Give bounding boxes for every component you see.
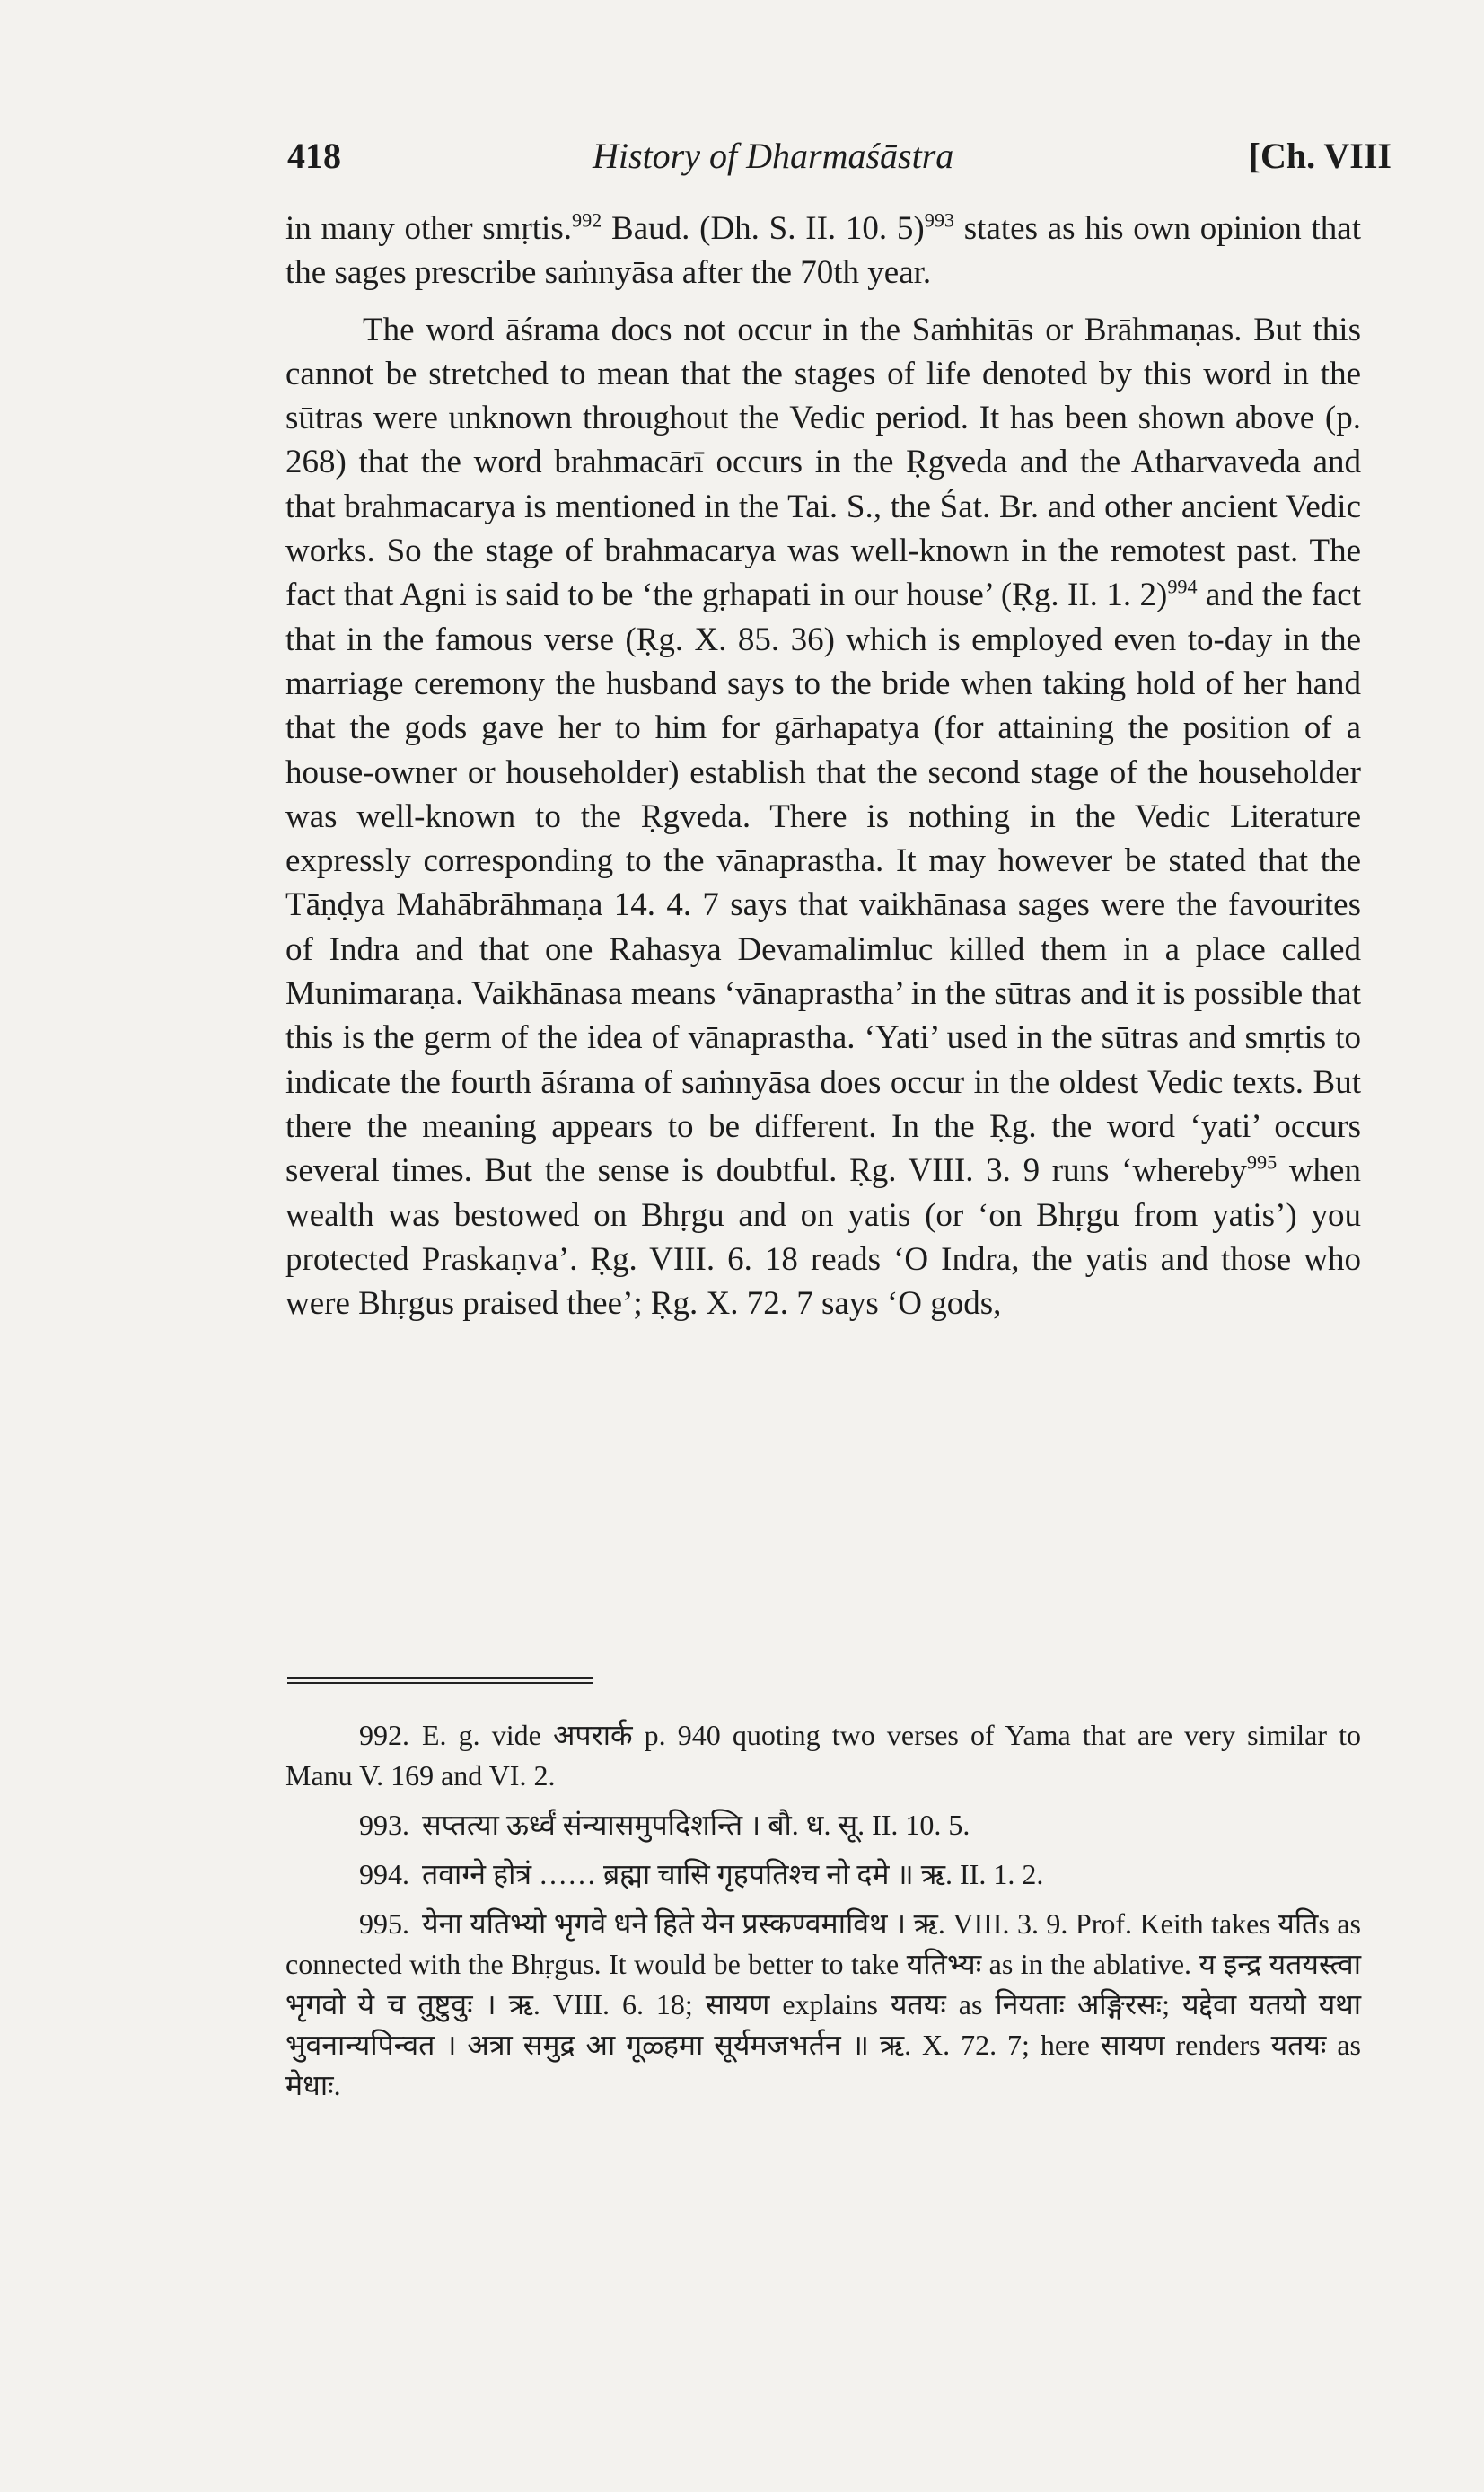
main-text xyxy=(285,207,1361,1325)
text-run: The word āśrama docs not occur in the Saṁhitās or Brāhmaṇas. But this cannot be stretched to mean that the stages of life denoted by this word in the sūtras were unknown throughout the Vedic period. It has been shown above (p. 268) that the word brahmacārī occurs in the Ṛgveda and the Atharvaveda and that brahmacarya is mentioned in the Tai. S., the Śat. Br. and other ancient Vedic works. So the stage of brahmacarya was well-known in the remotest past. The fact that Agni is said to be ‘the gṛhapati in our house’ (Ṛg. II. 1. 2) xyxy=(285,311,1361,614)
footnote-ref: 992 xyxy=(571,208,602,232)
footnote-text: E. g. vide अपरार्क p. 940 quoting two verses of Yama that are very similar to Manu V. 169 and VI. 2. xyxy=(285,1719,1361,1792)
text-run: Baud. (Dh. S. II. 10. 5) xyxy=(602,210,925,247)
footnote-text: येना यतिभ्यो भृगवे धने हिते येन प्रस्कण्वमाविथ । ऋ. VIII. 3. 9. Prof. Keith takes यतिs as connected with the Bhṛgus. It would be better to take यतिभ्यः as in the ablative. य इन्द्र यतयस्त्वा भृगवो ये च तुष्टुवुः । ऋ. VIII. 6. 18; सायण explains यतयः as नियताः अङ्गिरसः; यद्देवा यतयो यथा भुवनान्यपिन्वत । अत्रा समुद्र आ गूळ्हमा सूर्यमजभर्तन ॥ ऋ. X. 72. 7; here सायण renders यतयः as मेधाः. xyxy=(285,1907,1361,2101)
footnote xyxy=(285,1715,1361,1796)
text-run: states as his own opinion that the sages prescribe saṁnyāsa after the 70th year. xyxy=(285,210,1362,292)
footnotes xyxy=(285,1715,1361,2115)
footnote xyxy=(285,1854,1361,1895)
text-run: and the fact that in the famous verse (Ṛg. X. 85. 36) which is employed even to-day in the marriage ceremony the husband says to the bride when taking hold of her hand that the gods gave her to him for gārhapatya (for attaining the position of a house-owner or householder) establish that the second stage of the householder was well-known to the Ṛgveda. There is nothing in the Vedic Literature expressly corresponding to the vānaprastha. It may however be stated that the Tāṇḍya Mahābrāhmaṇa 14. 4. 7 says that vaikhānasa sages were the favourites of Indra and that one Rahasya Devamalimluc killed them in a place called Munimaraṇa. Vaikhānasa means ‘vānaprastha’ in the sūtras and it is possible that this is the germ of the idea of vānaprastha. ‘Yati’ used in the sūtras and smṛtis to indicate the fourth āśrama of saṁnyāsa does occur in the oldest Vedic texts. But there the meaning appears to be different. In the Ṛg. the word ‘yati’ occurs several times. But the sense is doubtful. Ṛg. VIII. 3. 9 runs ‘whereby xyxy=(285,577,1361,1190)
running-header xyxy=(287,135,1392,189)
footnote-ref: 995 xyxy=(1246,1150,1278,1174)
footnote-text: सप्तत्या ऊर्ध्वं संन्यासमुपदिशन्ति । बौ. ध. सू. II. 10. 5. xyxy=(422,1809,970,1841)
footnote-ref: 993 xyxy=(924,208,955,232)
running-title: History of Dharmaśāstra xyxy=(593,136,954,176)
footnote-number: 992. xyxy=(359,1719,409,1751)
footnote-number: 994. xyxy=(359,1858,409,1890)
page-number: 418 xyxy=(287,136,341,176)
paragraph-1 xyxy=(285,207,1361,295)
footnote-text: तवाग्ने होत्रं …… ब्रह्मा चासि गृहपतिश्च नो दमे ॥ ऋ. II. 1. 2. xyxy=(422,1858,1044,1890)
footnote-separator xyxy=(287,1677,593,1684)
footnote-ref: 994 xyxy=(1167,576,1198,599)
footnote xyxy=(285,1904,1361,2106)
footnote-number: 993. xyxy=(359,1809,409,1841)
text-run: when wealth was bestowed on Bhṛgu and on yatis (or ‘on Bhṛgu from yatis’) you protected Praskaṇva’. Ṛg. VIII. 6. 18 reads ‘O Indra, the yatis and those who were Bhṛgus praised thee’; Ṛg. X. 72. 7 says ‘O gods, xyxy=(285,1152,1361,1323)
footnote xyxy=(285,1805,1361,1845)
paragraph-2 xyxy=(285,308,1361,1326)
footnote-number: 995. xyxy=(359,1907,409,1940)
chapter-label: [Ch. VIII xyxy=(1248,136,1392,176)
text-run: in many other smṛtis. xyxy=(285,210,572,247)
